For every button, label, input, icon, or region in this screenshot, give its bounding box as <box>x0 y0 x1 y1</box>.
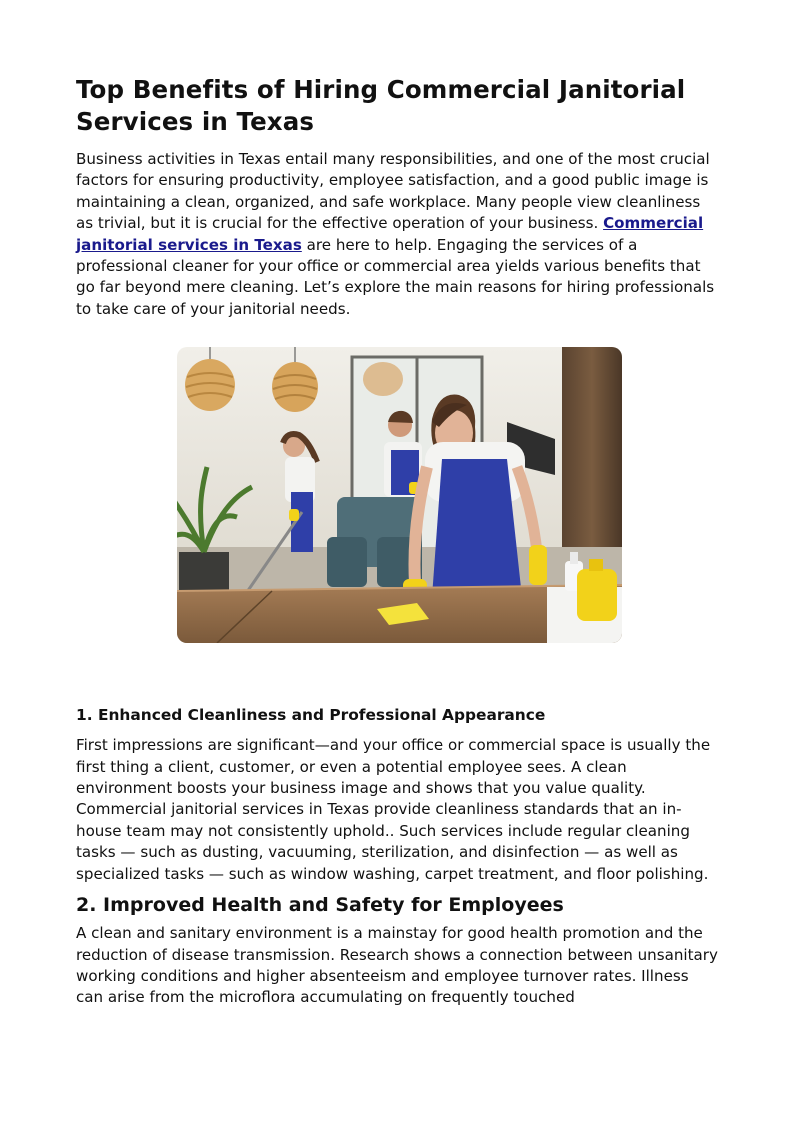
section-1-separator: . <box>86 706 98 725</box>
section-1-title: Enhanced Cleanliness and Professional Appearance <box>97 706 546 725</box>
section-2-body: A clean and sanitary environment is a mainstay for good health promotion and the reduction of disease transmission. Research shows a connection between unsanitary working conditions and higher absenteeism and employee turnover rates. Illness can arise from the microflora accumulating on frequently touched <box>76 924 718 1007</box>
page-title: Top Benefits of Hiring Commercial Janitorial Services in Texas <box>76 75 686 136</box>
janitorial-services-link[interactable]: Commercial janitorial services in Texas <box>76 214 704 254</box>
cleaning-staff-photo <box>177 347 622 643</box>
section-1-body: First impressions are significant—and your office or commercial space is usually the first thing a client, customer, or even a potential employee sees. A clean environment boosts your business image and shows that you value quality. Commercial janitorial services in Texas provide cleanliness standards that an in-house team may not consistently uphold.. Such services include regular cleaning tasks — such as dusting, vacuuming, sterilization, and disinfection — as well as specialized tasks — such as window washing, carpet treatment, and floor polishing. <box>76 736 711 883</box>
section-1-number: 1 <box>76 706 87 725</box>
intro-text-start: Business activities in Texas entail many responsibilities, and one of the most crucial factors for ensuring productivity, employee satisfaction, and a good public image is maintaining a clean, organized, and safe workplace. Many people view cleanliness as trivial, but it is crucial for the effective operation of your business. <box>76 150 710 233</box>
office-cleaning-illustration <box>177 347 622 643</box>
intro-paragraph <box>76 149 718 320</box>
section-1-heading <box>76 705 718 725</box>
intro-text-end: are here to help. Engaging the services of a professional cleaner for your office or commercial area yields various benefits that go far beyond mere cleaning. Let’s explore the main reasons for hiring professionals to take care of your janitorial needs. <box>76 235 715 318</box>
section-2-heading: 2. Improved Health and Safety for Employees <box>76 894 564 917</box>
